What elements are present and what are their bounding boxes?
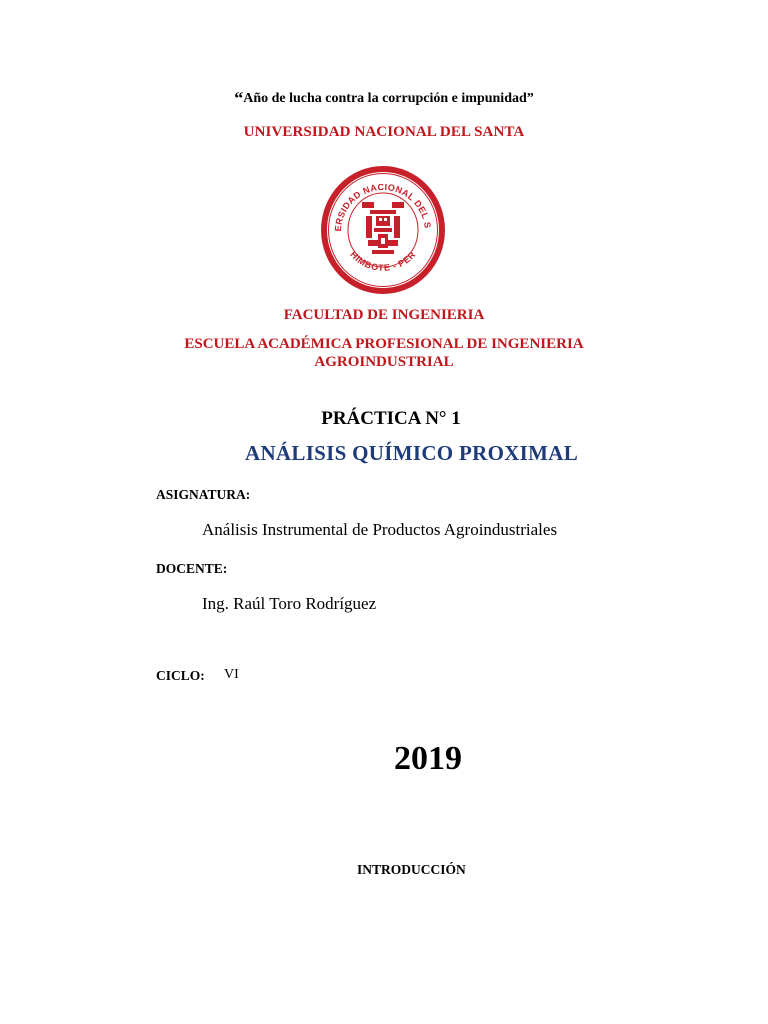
motto (0, 88, 768, 109)
seal-ring-text-top: ERSIDAD NACIONAL DEL S (332, 181, 433, 232)
motto-open-quote: “ (234, 88, 244, 108)
section-heading-introduction: INTRODUCCIÓN (357, 862, 466, 877)
seal-icon (318, 156, 448, 296)
teacher-label: DOCENTE: (156, 561, 228, 576)
motto-text: Año de lucha contra la corrupción e impunidad” (243, 91, 534, 106)
document-title: ANÁLISIS QUÍMICO PROXIMAL (245, 441, 579, 465)
teacher-value: Ing. Raúl Toro Rodríguez (202, 594, 377, 613)
practice-number: PRÁCTICA N° 1 (321, 408, 461, 429)
cycle-label: CICLO: (156, 668, 205, 683)
seal-ring-text-bottom: HIMBOTE - PER (348, 249, 418, 273)
university-seal-logo (318, 156, 448, 296)
school-name-line1: ESCUELA ACADÉMICA PROFESIONAL DE INGENIERIA (184, 336, 584, 352)
school-name (0, 335, 768, 371)
subject-value: Análisis Instrumental de Productos Agroindustriales (202, 520, 558, 539)
year: 2019 (394, 740, 462, 777)
university-name: UNIVERSIDAD NACIONAL DEL SANTA (243, 124, 525, 140)
school-name-line2: AGROINDUSTRIAL (314, 354, 454, 370)
faculty-name: FACULTAD DE INGENIERIA (283, 307, 485, 323)
cycle-value: VI (224, 667, 239, 682)
subject-label: ASIGNATURA: (156, 487, 251, 502)
